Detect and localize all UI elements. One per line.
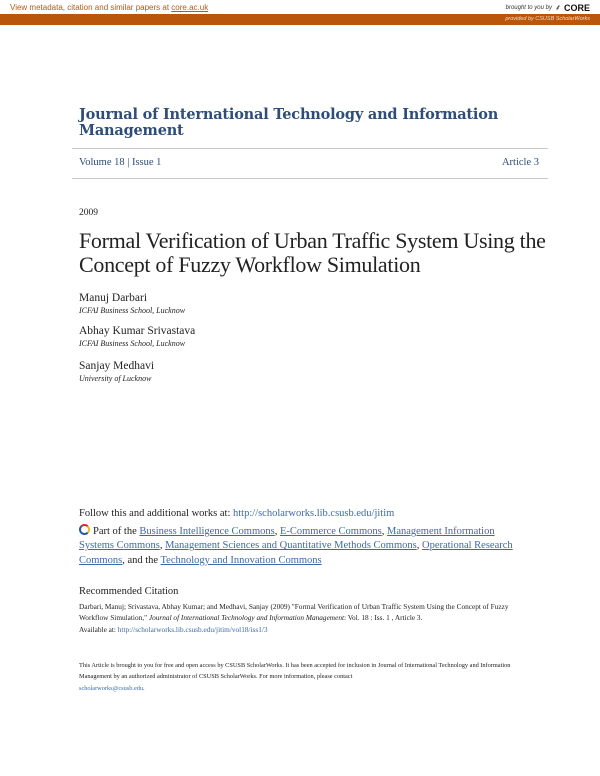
follow-works — [79, 508, 394, 519]
citation-text: Darbari, Manuj; Srivastava, Abhay Kumar; and Medhavi, Sanjay (2009) "Formal Verification of Urban Traffic System Using the Concept of Fuzzy Workflow Simulation," — [79, 602, 509, 623]
recommended-citation-text — [79, 601, 539, 635]
network-commons-icon — [79, 524, 90, 535]
journal-title[interactable]: Journal of International Technology and Information Management — [79, 106, 499, 139]
core-metadata-text — [10, 3, 208, 12]
follow-url-link[interactable]: http://scholarworks.lib.csusb.edu/jitim — [233, 508, 395, 519]
contact-email-link[interactable]: scholarworks@csusb.edu — [79, 684, 144, 692]
volume-line — [79, 157, 539, 168]
author-affiliation: University of Lucknow — [79, 374, 152, 383]
recommended-citation-heading: Recommended Citation — [79, 586, 179, 597]
divider — [72, 178, 548, 179]
core-brought-by[interactable] — [506, 2, 590, 13]
commons-link-business-intelligence[interactable]: Business Intelligence Commons — [139, 526, 275, 537]
brought-by-label: brought to you by — [505, 4, 552, 11]
article-number: Article 3 — [501, 157, 539, 168]
volume-issue-link[interactable]: Volume 18 | Issue 1 — [79, 157, 162, 168]
publication-year: 2009 — [79, 208, 98, 218]
separator: , — [274, 526, 280, 537]
core-logo: CORE — [563, 2, 590, 13]
provider-bar — [0, 14, 600, 25]
divider — [72, 148, 548, 149]
commons-link-ecommerce[interactable]: E-Commerce Commons — [279, 526, 382, 537]
separator: , — [159, 540, 166, 552]
core-metadata-label: View metadata, citation and similar papers at — [10, 3, 172, 12]
author-affiliation: ICFAI Business School, Lucknow — [79, 306, 186, 315]
part-of-commons — [79, 524, 529, 568]
commons-link-mis[interactable]: Management Information Systems Commons — [79, 526, 495, 552]
available-label: Available at: — [79, 624, 118, 634]
core-logo-icon: ⸙ — [554, 3, 561, 12]
separator: , — [416, 540, 422, 552]
author-name: Manuj Darbari — [79, 292, 148, 304]
commons-link-operational-research[interactable]: Operational Research Commons — [79, 540, 513, 566]
author — [79, 292, 185, 315]
paper-title: Formal Verification of Urban Traffic System Using the Concept of Fuzzy Workflow Simulation — [79, 228, 546, 277]
separator: , — [381, 526, 387, 537]
citation-volume: : Vol. 18 : Iss. 1 , Article 3. — [344, 613, 423, 623]
follow-label: Follow this and additional works at: — [79, 508, 233, 519]
notice-text: This Article is brought to you for free and open access by CSUSB ScholarWorks. It has been accepted for inclusion in Journal of International Technology and Information Management by an authorized administrator of CSUSB ScholarWorks. For more information, please contact — [79, 662, 511, 681]
commons-link-technology-innovation[interactable]: Technology and Innovation Commons — [160, 554, 322, 566]
citation-journal: Journal of International Technology and Information Management — [148, 613, 344, 623]
core-banner — [0, 0, 600, 14]
author-name: Sanjay Medhavi — [79, 360, 155, 372]
notice-end: . — [143, 684, 145, 692]
author-name: Abhay Kumar Srivastava — [79, 325, 196, 337]
separator: , and the — [122, 554, 161, 566]
commons-link-management-sciences[interactable]: Management Sciences and Quantitative Methods Commons — [165, 540, 417, 552]
citation-url-link[interactable]: http://scholarworks.lib.csusb.edu/jitim/vol18/iss1/3 — [117, 624, 268, 634]
core-link[interactable]: core.ac.uk — [171, 3, 209, 12]
provided-by-label: provided by CSUSB ScholarWorks — [505, 16, 590, 22]
author — [79, 360, 154, 383]
open-access-notice — [79, 660, 539, 694]
author — [79, 325, 195, 348]
author-affiliation: ICFAI Business School, Lucknow — [79, 339, 186, 348]
part-of-prefix: Part of the — [93, 526, 140, 537]
